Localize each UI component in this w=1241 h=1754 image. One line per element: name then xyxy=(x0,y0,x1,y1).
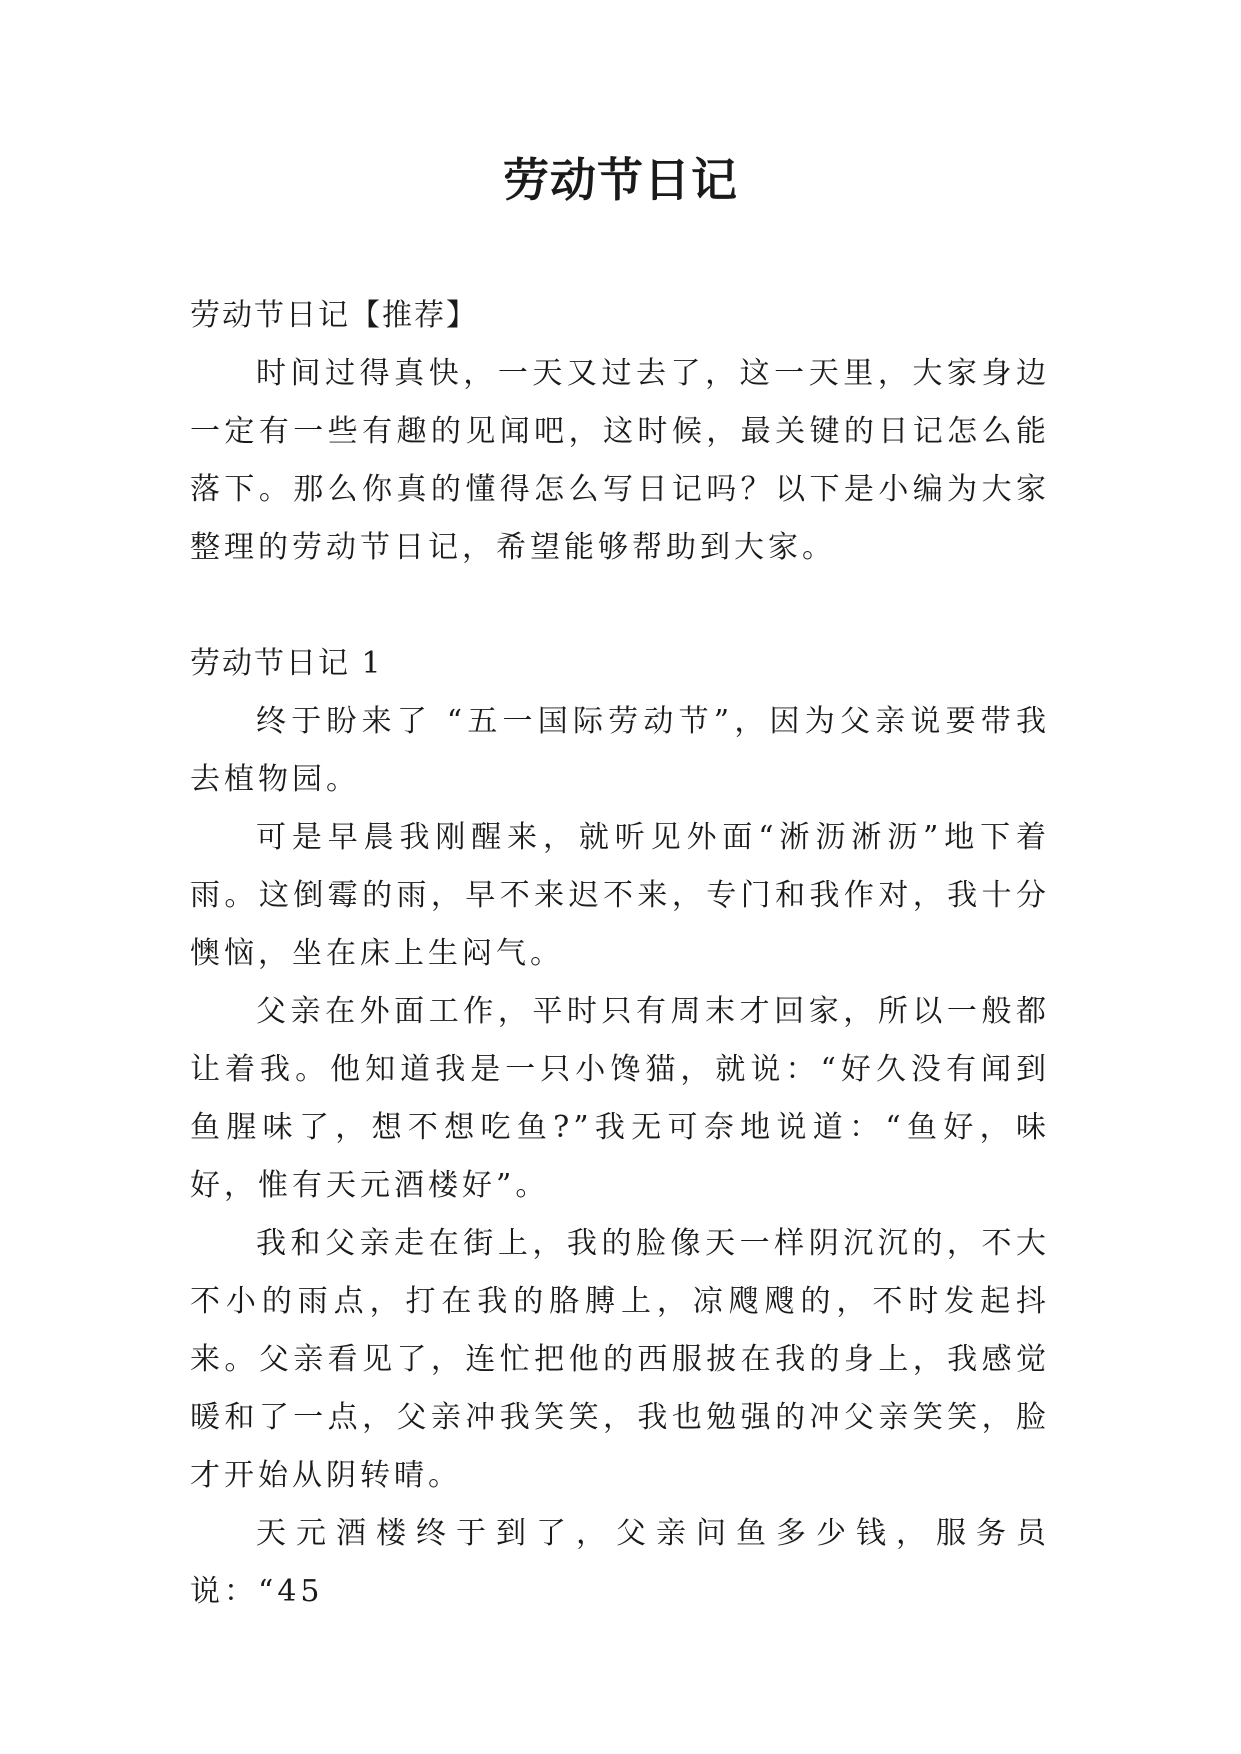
body-paragraph: 可是早晨我刚醒来，就听见外面“淅沥淅沥”地下着雨。这倒霉的雨，早不来迟不来，专门和我作对，我十分懊恼，坐在床上生闷气。 xyxy=(190,820,1050,971)
section-heading: 劳动节日记 1 xyxy=(190,646,383,681)
intro-paragraph: 时间过得真快，一天又过去了，这一天里，大家身边一定有一些有趣的见闻吧，这时候，最关键的日记怎么能落下。那么你真的懂得怎么写日记吗？以下是小编为大家整理的劳动节日记，希望能够帮助到大家。 xyxy=(190,356,1050,565)
document-body xyxy=(190,287,1050,1621)
body-paragraph: 父亲在外面工作，平时只有周末才回家，所以一般都让着我。他知道我是一只小馋猫，就说：“好久没有闻到鱼腥味了，想不想吃鱼?”我无可奈地说道：“鱼好，味好，惟有天元酒楼好”。 xyxy=(190,994,1050,1203)
document-title: 劳动节日记 xyxy=(503,153,738,207)
document-subtitle: 劳动节日记【推荐】 xyxy=(190,298,478,333)
section-spacer xyxy=(190,577,1050,635)
body-paragraph: 天元酒楼终于到了，父亲问鱼多少钱，服务员说：“45 xyxy=(190,1516,1050,1609)
body-paragraph: 终于盼来了 “五一国际劳动节”，因为父亲说要带我去植物园。 xyxy=(190,704,1050,797)
body-paragraph: 我和父亲走在街上，我的脸像天一样阴沉沉的，不大不小的雨点，打在我的胳膊上，凉飕飕的，不时发起抖来。父亲看见了，连忙把他的西服披在我的身上，我感觉暖和了一点，父亲冲我笑笑，我也勉强的冲父亲笑笑，脸才开始从阴转晴。 xyxy=(190,1226,1050,1493)
